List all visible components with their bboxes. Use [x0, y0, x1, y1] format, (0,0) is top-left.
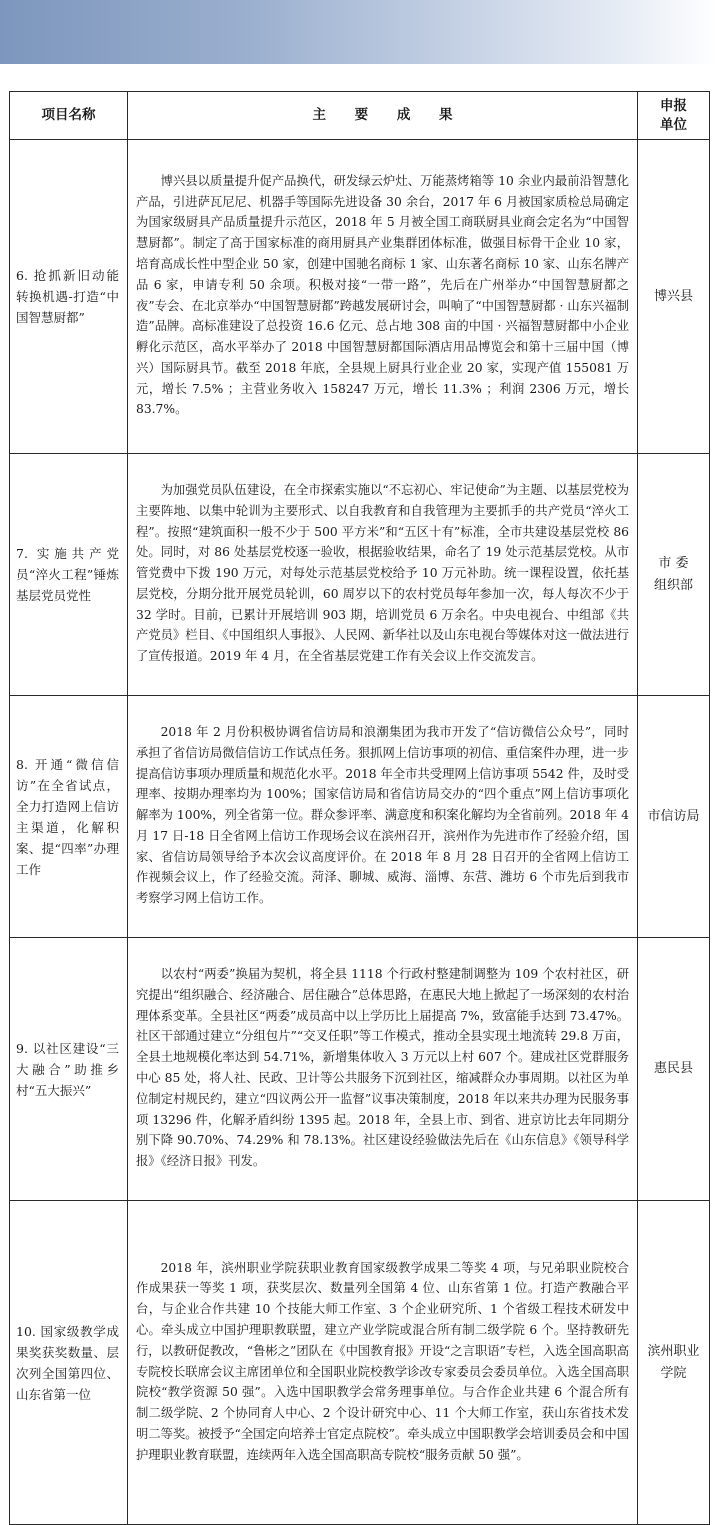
header-unit: 申报 单位 [638, 92, 710, 140]
results-table [9, 91, 710, 1525]
result-cell: 以农村“两委”换届为契机，将全县 1118 个行政村整建制调整为 109 个农村社区，研究提出“组织融合、经济融合、居住融合”总体思路，在惠民大地上掀起了一场深刻的农村治理体系变革。全县社区“两委”成员高中以上学历比上届提高 7%，致富能手达到 73.47%。社区干部通过建立“分组包片”“交叉任职”等工作模式，推动全县实现土地流转 29.8 万亩，全县土地规模化率达到 54.71%，新增集体收入 3 万元以上村 607 个。建成社区党群服务中心 85 处，将人社、民政、卫计等公共服务下沉到社区，缩减群众办事周期。以社区为单位制定村规民约，建立“四议两公开一监督”议事决策制度，2018 年以来共办理为民服务事项 13296 件，化解矛盾纠纷 1395 起。2018 年，全县上市、到省、进京访比去年同期分别下降 90.70%、74.29% 和 78.13%。社区建设经验做法先后在《山东信息》《领导科学报》《经济日报》刊发。 [128, 938, 638, 1201]
result-cell: 2018 年，滨州职业学院获职业教育国家级教学成果二等奖 4 项，与兄弟职业院校合作成果获一等奖 1 项，获奖层次、数量列全国第 4 位、山东省第 1 位。打造产教融合平台，与企业合作共建 10 个技能大师工作室、3 个企业研究所、1 个省级工程技术研发中心。牵头成立中国护理职教联盟，建立产业学院或混合所有制二级学院 6 个。坚持教研先行，以教研促教改，“鲁彬之”团队在《中国教育报》开设“之言职语”专栏，入选全国高职高专院校长联席会议主席团单位和全国职业院校教学诊改专家委员会委员单位。入选全国高职院校“教学资源 50 强”。入选中国职教学会常务理事单位。与合作企业共建 6 个混合所有制二级学院、2 个协同育人中心、2 个设计研究中心、11 个大师工作室，获山东省技术发明二等奖。被授予“全国定向培养士官定点院校”。牵头成立中国职教学会培训委员会和中国护理职业教育联盟，连续两年入选全国高职高专院校“服务贡献 50 强”。 [128, 1201, 638, 1525]
unit-cell: 惠民县 [638, 938, 710, 1201]
header-main-results: 主 要 成 果 [128, 92, 638, 140]
project-name-cell: 7. 实施共产党员“淬火工程”锤炼基层党员党性 [10, 454, 128, 696]
table-row [10, 696, 710, 938]
result-cell: 为加强党员队伍建设，在全市探索实施以“不忘初心、牢记使命”为主题、以基层党校为主要阵地、以集中轮训为主要形式、以自我教育和自我管理为主要抓手的共产党员“淬火工程”。按照“建筑面积一般不少于 500 平方米”和“五区十有”标准，全市共建设基层党校 86 处。同时，对 86 处基层党校逐一验收，根据验收结果，命名了 19 处示范基层党校。从市管党费中下拨 190 万元，对每处示范基层党校给予 10 万元补助。统一课程设置，依托基层党校，分期分批开展党员轮训，60 周岁以下的农村党员每年参加一次，每人每次不少于 32 学时。目前，已累计开展培训 903 期，培训党员 6 万余名。中央电视台、中组部《共产党员》栏目、《中国组织人事报》、人民网、新华社以及山东电视台等媒体对这一做法进行了宣传报道。2019 年 4 月，在全省基层党建工作有关会议上作交流发言。 [128, 454, 638, 696]
unit-cell: 市信访局 [638, 696, 710, 938]
unit-cell: 市 委 组织部 [638, 454, 710, 696]
unit-cell: 滨州职业 学院 [638, 1201, 710, 1525]
table-row [10, 454, 710, 696]
table-row [10, 938, 710, 1201]
header-project-name: 项目名称 [10, 92, 128, 140]
project-name-cell: 8. 开通“微信信访”在全省试点，全力打造网上信访主渠道，化解积案、提“四率”办理工作 [10, 696, 128, 938]
result-cell: 2018 年 2 月份积极协调省信访局和浪潮集团为我市开发了“信访微信公众号”，同时承担了省信访局微信信访工作试点任务。狠抓网上信访事项的初信、重信案件办理，进一步提高信访事项办理质量和规范化水平。2018 年全市共受理网上信访事项 5542 件，及时受理率、按期办理率均为 100%；国家信访局和省信访局交办的“四个重点”网上信访事项化解率为 100%，列全省第一位。群众参评率、满意度和积案化解均为全省前列。2018 年 4 月 17 日-18 日全省网上信访工作现场会议在滨州召开，滨州作为先进市作了经验介绍，国家、省信访局领导给予本次会议高度评价。在 2018 年 8 月 28 日召开的全省网上信访工作视频会议上，作了经验交流。菏泽、聊城、威海、淄博、东营、潍坊 6 个市先后到我市考察学习网上信访工作。 [128, 696, 638, 938]
unit-cell: 博兴县 [638, 140, 710, 454]
table-row [10, 140, 710, 454]
top-decorative-band [0, 0, 718, 64]
result-cell: 博兴县以质量提升促产品换代，研发绿云炉灶、万能蒸烤箱等 10 余业内最前沿智慧化产品，引进萨瓦尼尼、机器手等国际先进设备 30 余台，2017 年 6 月被国家质检总局确定为国家级厨具产品质量提升示范区，2018 年 5 月被全国工商联厨具业商会定名为“中国智慧厨都”。制定了高于国家标准的商用厨具产业集群团体标准，做强目标骨干企业 10 家，培育高成长性中型企业 50 家，创建中国驰名商标 1 家、山东著名商标 10 家、山东名牌产品 6 家，申请专利 50 余项。积极对接“一带一路”，先后在广州举办“中国智慧厨都之夜”专会、在北京举办“中国智慧厨都”跨越发展研讨会，叫响了“中国智慧厨都 · 山东兴福制造”品牌。高标准建设了总投资 16.6 亿元、总占地 308 亩的中国 · 兴福智慧厨都中小企业孵化示范区，高水平举办了 2018 中国智慧厨都国际酒店用品博览会和第十三届中国（博兴）国际厨具节。截至 2018 年底，全县规上厨具行业企业 20 家，实现产值 155081 万元，增长 7.5% ；主营业务收入 158247 万元，增长 11.3% ；利润 2306 万元，增长 83.7%。 [128, 140, 638, 454]
table-header-row [10, 92, 710, 140]
project-name-cell: 6. 抢抓新旧动能转换机遇-打造“中国智慧厨都” [10, 140, 128, 454]
project-name-cell: 9. 以社区建设“三大融合”助推乡村“五大振兴” [10, 938, 128, 1201]
table-row [10, 1201, 710, 1525]
project-name-cell: 10. 国家级教学成果奖获奖数量、层次列全国第四位、山东省第一位 [10, 1201, 128, 1525]
